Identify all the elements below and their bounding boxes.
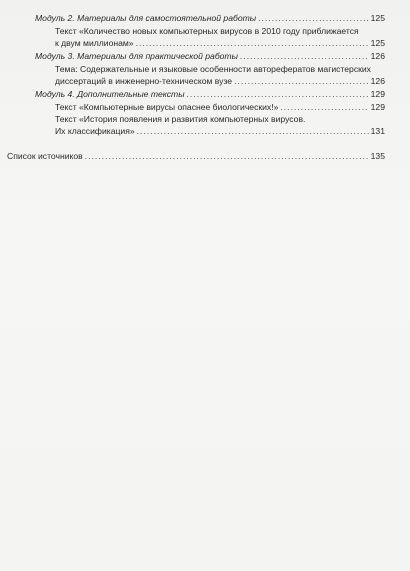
toc-entry-text-virus-count-line-1: Текст «Количество новых компьютерных вирусов в 2010 году приближается — [55, 26, 359, 36]
toc-entry-title: Модуль 4. Дополнительные тексты — [35, 89, 185, 99]
toc-entry-sources — [7, 151, 385, 162]
toc-entry-module-4 — [35, 89, 385, 100]
toc-leader-dots — [240, 51, 369, 62]
toc-entry-module-2 — [35, 13, 385, 24]
toc-entry-title: Модуль 2. Материалы для самостоятельной работы — [35, 13, 257, 23]
toc-leader-dots — [137, 126, 369, 137]
toc-leader-dots — [258, 13, 369, 24]
toc-entry-text-biological — [55, 102, 385, 113]
toc-entry-text-history — [55, 126, 385, 137]
toc-leader-dots — [187, 89, 369, 100]
toc-entry-text-history-line-1: Текст «История появления и развития компьютерных вирусов. — [55, 114, 306, 124]
toc-entry-title: Модуль 3. Материалы для практической работы — [35, 51, 238, 61]
toc-entry-title: к двум миллионам» — [55, 38, 134, 48]
toc-entry-text-virus-count — [55, 38, 385, 49]
toc-entry-page: 125 — [370, 13, 385, 23]
toc-entry-page: 131 — [370, 126, 385, 136]
toc-entry-page: 125 — [370, 38, 385, 48]
toc-leader-dots — [234, 76, 369, 87]
toc-entry-title: диссертаций в инженерно-техническом вузе — [55, 76, 233, 86]
toc-entry-topic-line-1: Тема: Содержательные и языковые особенности авторефератов магистерских — [55, 64, 371, 74]
toc-entry-title: Текст «Компьютерные вирусы опаснее биологических!» — [55, 102, 279, 112]
toc-entry-page: 126 — [370, 76, 385, 86]
toc-entry-topic — [55, 76, 385, 87]
toc-leader-dots — [85, 151, 369, 162]
toc-entry-module-3 — [35, 51, 385, 62]
toc-entry-page: 126 — [370, 51, 385, 61]
toc-entry-page: 135 — [370, 151, 385, 161]
toc-leader-dots — [280, 102, 368, 113]
toc-leader-dots — [136, 38, 369, 49]
toc-entry-page: 129 — [370, 102, 385, 112]
toc-entry-title: Список источников — [7, 151, 83, 161]
toc-entry-title: Их классификация» — [55, 126, 135, 136]
toc-entry-page: 129 — [370, 89, 385, 99]
